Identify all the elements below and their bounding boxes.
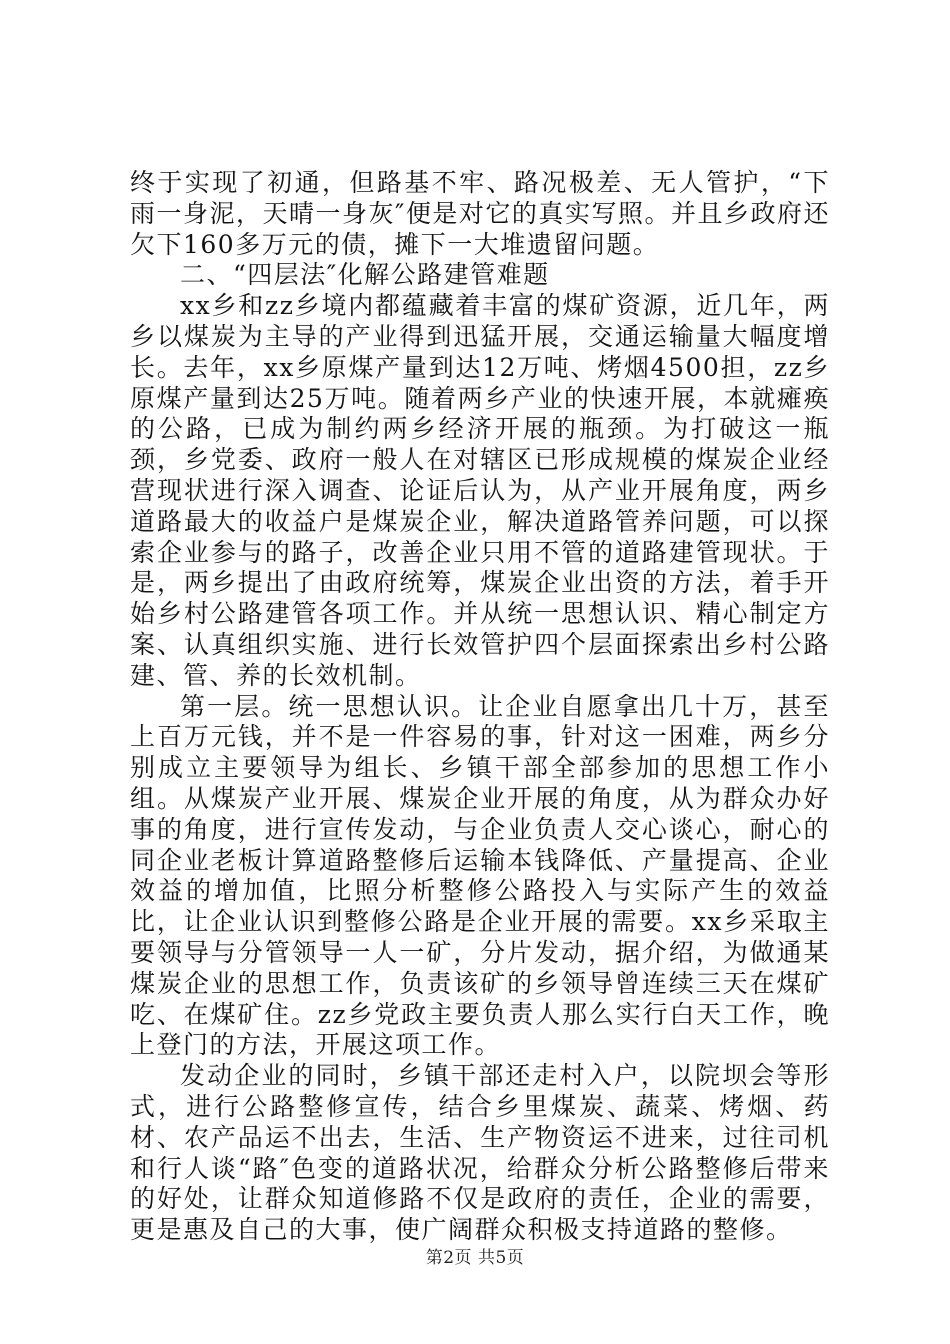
- paragraph-background: xx乡和zz乡境内都蕴藏着丰富的煤矿资源，近几年，两乡以煤炭为主导的产业得到迅猛开展，交通运输量大幅度增长。去年，xx乡原煤产量到达12万吨、烤烟4500担，zz乡原煤产量到达25万吨。随着两乡产业的快速开展，本就瘫痪的公路，已成为制约两乡经济开展的瓶颈。为打破这一瓶颈，乡党委、政府一般人在对辖区已形成规模的煤炭企业经营现状进行深入调查、论证后认为，从产业开展角度，两乡道路最大的收益户是煤炭企业，解决道路管养问题，可以探索企业参与的路子，改善企业只用不管的道路建管现状。于是，两乡提出了由政府统筹，煤炭企业出资的方法，着手开始乡村公路建管各项工作。并从统一思想认识、精心制定方案、认真组织实施、进行长效管护四个层面探索出乡村公路建、管、养的长效机制。: [130, 291, 830, 690]
- paragraph-mobilization: 发动企业的同时，乡镇干部还走村入户，以院坝会等形式，进行公路整修宣传，结合乡里煤炭、蔬菜、烤烟、药材、农产品运不出去，生活、生产物资运不进来，过往司机和行人谈“路″色变的道路状况，给群众分析公路整修后带来的好处，让群众知道修路不仅是政府的责任，企业的需要，更是惠及自己的大事，使广阔群众积极支持道路的整修。: [130, 1061, 830, 1245]
- section-heading: 二、“四层法″化解公路建管难题: [180, 260, 550, 290]
- paragraph-first-layer: 第一层。统一思想认识。让企业自愿拿出几十万，甚至上百万元钱，并不是一件容易的事，针对这一困难，两乡分别成立主要领导为组长、乡镇干部全部参加的思想工作小组。从煤炭产业开展、煤炭企业开展的角度，从为群众办好事的角度，进行宣传发动，与企业负责人交心谈心，耐心的同企业老板计算道路整修后运输本钱降低、产量提高、企业效益的增加值，比照分析整修公路投入与实际产生的效益比，让企业认识到整修公路是企业开展的需要。xx乡采取主要领导与分管领导一人一矿，分片发动，据介绍，为做通某煤炭企业的思想工作，负责该矿的乡领导曾连续三天在煤矿吃、在煤矿住。zz乡党政主要负责人那么实行白天工作，晚上登门的方法，开展这项工作。: [130, 691, 830, 1060]
- paragraph-continuation: 终于实现了初通，但路基不牢、路况极差、无人管护，“下雨一身泥，天晴一身灰″便是对它的真实写照。并且乡政府还欠下160多万元的债，摊下一大堆遗留问题。: [130, 168, 830, 259]
- page-footer: 第2页 共5页: [425, 1248, 525, 1268]
- document-body: [130, 168, 830, 1246]
